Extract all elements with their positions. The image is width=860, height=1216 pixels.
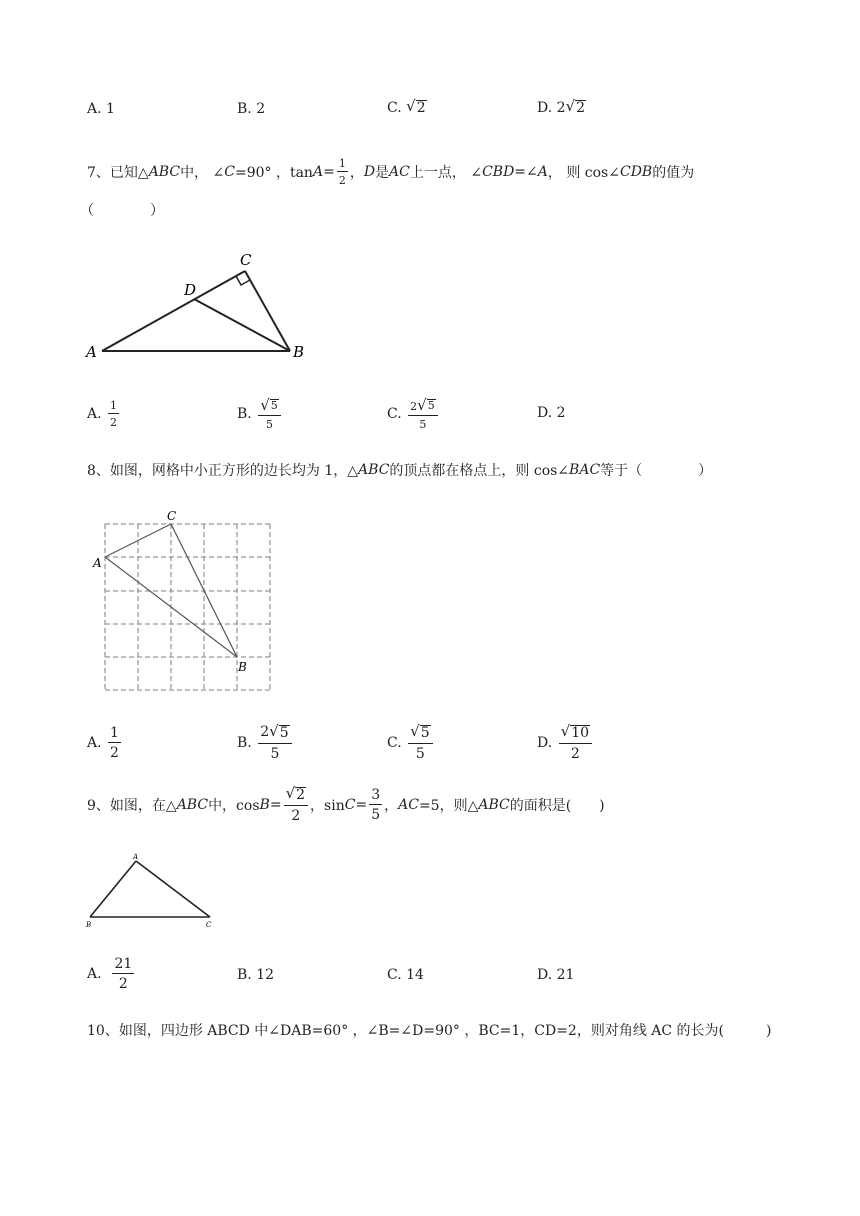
q7-triangle-figure: [80, 245, 320, 365]
point-label-b: B: [86, 921, 92, 929]
q6-option-b: [237, 101, 265, 117]
q8-grid-figure: [88, 505, 288, 700]
q9-option-d: D. 21: [537, 967, 575, 983]
option-coef: 2: [556, 99, 566, 116]
point-label-b: B: [293, 343, 305, 361]
q8-option-a: A. $\frac{1}{2}$: [87, 725, 119, 761]
q6-option-c: [387, 99, 427, 116]
q6-option-a: [87, 101, 115, 117]
q7-option-a: A. $\frac{1}{2}$: [87, 399, 118, 429]
option-value: 1: [106, 101, 115, 117]
q9-option-a: A. $\frac{21}{2}$: [87, 956, 133, 992]
option-letter: C.: [387, 99, 402, 116]
sin-fraction: $\frac{3}{5}$: [371, 786, 381, 823]
q8-option-d: D. √ 10 2: [537, 724, 594, 761]
q8-stem: 8、如图，网格中小正方形的边长均为 1，△ ABC 的顶点都在格点上，则 cos∠ BAC 等于（ ）: [87, 462, 713, 479]
q8-option-c: C. √ 5 5: [387, 724, 435, 761]
point-label-a: A: [133, 853, 139, 861]
q7-stem: 7、已知△ ABC 中， ∠ C =90° ，tan A = $\frac{1}{2}$ ， D 是 AC 上一点， ∠ CBD =∠ A ， 则 cos∠ CDB 的值为: [87, 157, 695, 187]
point-label-a: A: [93, 556, 102, 570]
q7-option-c: C. 2 √ 5 5: [387, 398, 440, 430]
q9-triangle-figure: [84, 850, 224, 932]
tan-fraction: $\frac{1}{2}$: [338, 157, 346, 187]
q7-answer-blank: （ ）: [80, 203, 164, 219]
point-label-b: B: [238, 660, 247, 674]
option-letter: A.: [87, 101, 102, 117]
q9-option-c: C. 14: [387, 967, 424, 983]
point-label-c: C: [240, 251, 252, 269]
point-label-c: C: [206, 921, 212, 929]
q7-option-d: D. 2: [537, 405, 566, 421]
q7-option-b: B. √ 5 5: [237, 398, 283, 430]
sqrt-expression: √ 2: [406, 97, 426, 116]
q9-option-b: B. 12: [237, 967, 275, 983]
option-letter: B.: [237, 101, 252, 117]
cos-fraction: √ 2 2: [284, 786, 308, 823]
q9-stem: 9、如图，在△ ABC 中，cos B = √ 2 2 ，sin C = $\frac{3}{5}$ ， AC =5，则△ ABC 的面积是( ): [87, 784, 605, 825]
q8-option-b: B. 2 √ 5 5: [237, 724, 294, 761]
option-value: 2: [256, 101, 266, 117]
point-label-c: C: [167, 509, 177, 523]
q10-stem: 10、如图，四边形 ABCD 中∠DAB=60° ，∠B=∠D=90° ，BC=1，CD=2，则对角线 AC 的长为( ): [87, 1023, 772, 1039]
point-label-a: A: [86, 343, 97, 361]
point-label-d: D: [184, 281, 197, 299]
sqrt-expression: √ 2: [565, 97, 586, 116]
option-letter: D.: [537, 99, 553, 116]
q6-option-d: [537, 99, 586, 116]
